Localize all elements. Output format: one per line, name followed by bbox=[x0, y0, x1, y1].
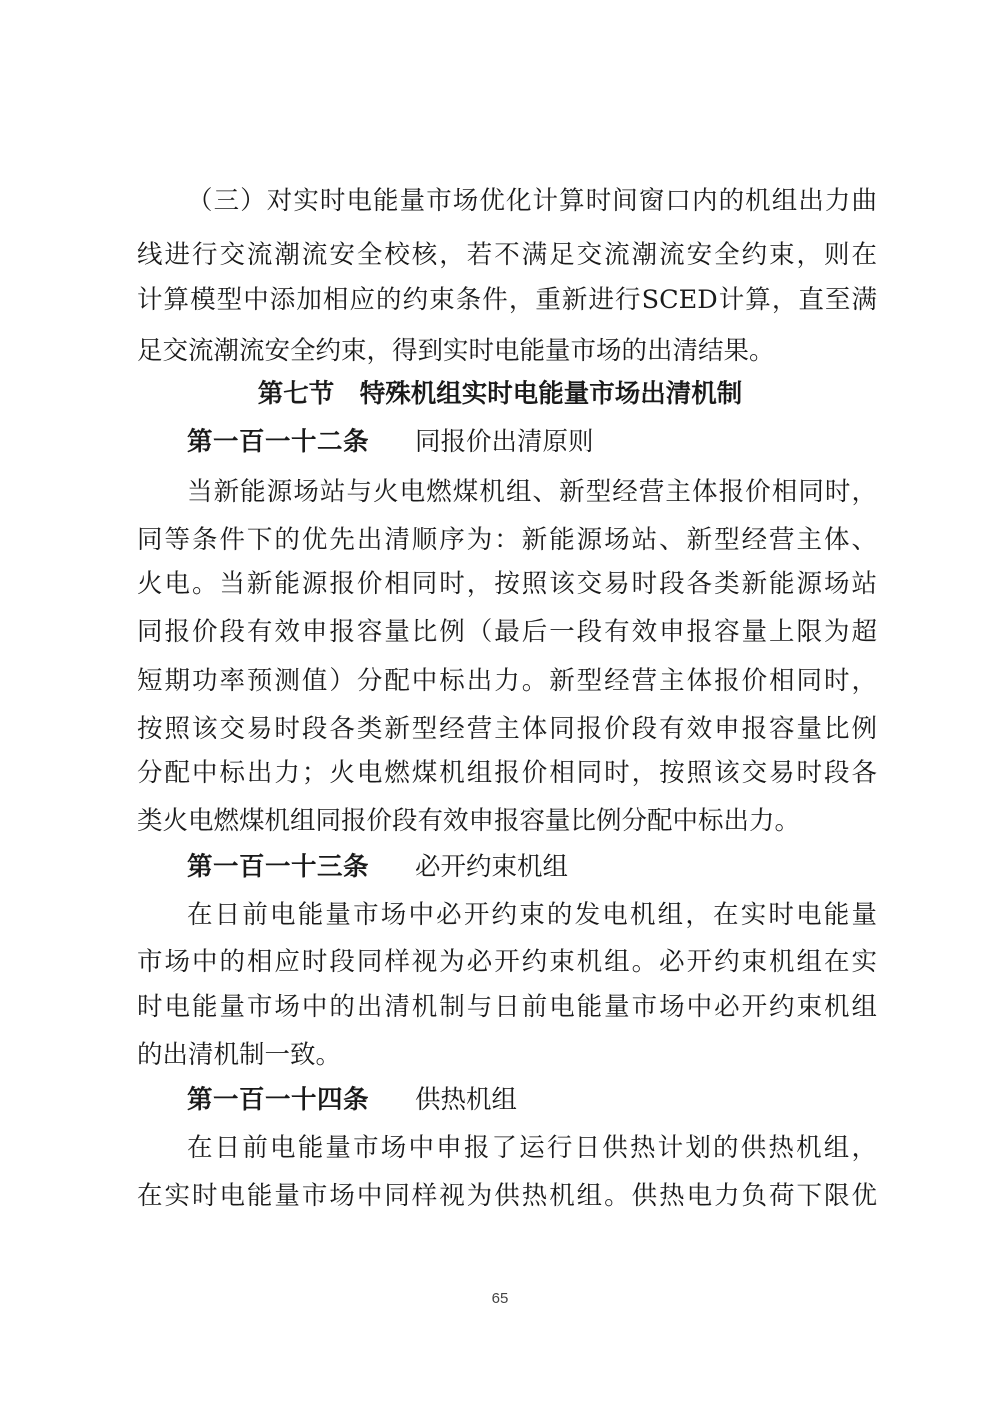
article-number: 第一百一十三条 bbox=[187, 852, 370, 882]
paragraph-line: 短期功率预测值）分配中标出力。新型经营主体报价相同时， bbox=[137, 666, 877, 696]
paragraph-line: 的出清机制一致。 bbox=[137, 1040, 342, 1070]
article-heading bbox=[187, 1082, 517, 1118]
paragraph-line: 在日前电能量市场中必开约束的发电机组，在实时电能量 bbox=[187, 900, 877, 930]
paragraph-line: 当新能源场站与火电燃煤机组、新型经营主体报价相同时， bbox=[187, 477, 877, 507]
paragraph-line: 在日前电能量市场中申报了运行日供热计划的供热机组， bbox=[187, 1133, 877, 1163]
article-title: 必开约束机组 bbox=[415, 852, 569, 882]
paragraph-line: 线进行交流潮流安全校核，若不满足交流潮流安全约束，则在 bbox=[137, 240, 877, 270]
paragraph-line: 计算模型中添加相应的约束条件，重新进行SCED计算，直至满 bbox=[137, 285, 877, 315]
article-title: 供热机组 bbox=[415, 1085, 518, 1115]
article-title: 同报价出清原则 bbox=[415, 427, 594, 457]
paragraph-line: 同报价段有效申报容量比例（最后一段有效申报容量上限为超 bbox=[137, 617, 877, 647]
paragraph-line: 按照该交易时段各类新型经营主体同报价段有效申报容量比例 bbox=[137, 714, 877, 744]
article-number: 第一百一十四条 bbox=[187, 1085, 370, 1115]
article-heading bbox=[187, 849, 568, 885]
paragraph-line: 在实时电能量市场中同样视为供热机组。供热电力负荷下限优 bbox=[137, 1181, 877, 1211]
article-heading bbox=[187, 424, 594, 460]
paragraph-line: 时电能量市场中的出清机制与日前电能量市场中必开约束机组 bbox=[137, 992, 877, 1022]
paragraph-line: 市场中的相应时段同样视为必开约束机组。必开约束机组在实 bbox=[137, 947, 877, 977]
section-heading: 第七节 特殊机组实时电能量市场出清机制 bbox=[257, 379, 743, 409]
paragraph-line: 同等条件下的优先出清顺序为：新能源场站、新型经营主体、 bbox=[137, 525, 877, 555]
paragraph-line: （三）对实时电能量市场优化计算时间窗口内的机组出力曲 bbox=[187, 186, 877, 216]
paragraph-line: 分配中标出力；火电燃煤机组报价相同时，按照该交易时段各 bbox=[137, 758, 877, 788]
paragraph-line: 足交流潮流安全约束，得到实时电能量市场的出清结果。 bbox=[137, 336, 775, 366]
paragraph-line: 火电。当新能源报价相同时，按照该交易时段各类新能源场站 bbox=[137, 569, 877, 599]
paragraph-line: 类火电燃煤机组同报价段有效申报容量比例分配中标出力。 bbox=[137, 806, 801, 836]
page-number: 65 bbox=[491, 1290, 509, 1307]
article-number: 第一百一十二条 bbox=[187, 427, 370, 457]
